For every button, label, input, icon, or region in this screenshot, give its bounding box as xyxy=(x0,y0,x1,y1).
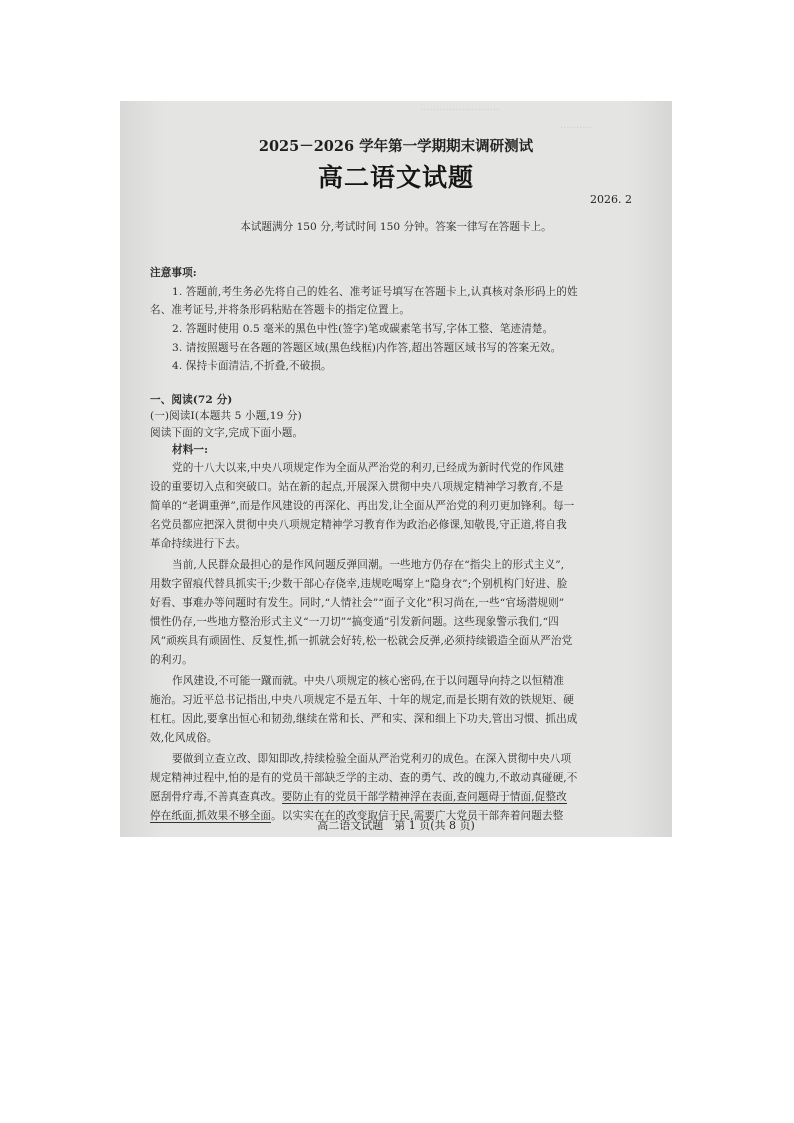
notice-line-2: 2. 答题时使用 0.5 毫米的黑色中性(签字)笔或碳素笔书写,字体工整、笔迹清楚。 xyxy=(172,323,554,335)
para3-line: 杠杠。因此,要拿出恒心和韧劲,继续在常和长、严和实、深和细上下功夫,管出习惯、抓出成 xyxy=(150,713,578,725)
para2-line: 的利刃。 xyxy=(150,654,193,666)
notice-line-3: 3. 请按照题号在各题的答题区域(黑色线框)内作答,超出答题区域书写的答案无效。 xyxy=(172,342,562,354)
para2-line: 好看、事难办等问题时有发生。同时,“人情社会”“面子文化”积习尚在,一些“官场潜规则” xyxy=(150,597,565,609)
underlined-text: 停在纸面,抓效果不够全面 xyxy=(150,810,272,822)
para1-line: 革命持续进行下去。 xyxy=(150,538,247,550)
notice-heading: 注意事项: xyxy=(150,267,197,279)
para1-line: 简单的“老调重弹”,而是作风建设的再深化、再出发,让全面从严治党的利刃更加锋利。每一 xyxy=(150,500,575,512)
show-through-text: ·········· xyxy=(560,123,592,134)
para2-line: 用数字留痕代替具抓实干;少数干部心存侥幸,违规吃喝穿上“隐身衣”;个别机构门好进、脸 xyxy=(150,578,568,590)
underlined-text: 要防止有的党员干部学精神浮在表面,查问题碍于情面,促整改 xyxy=(281,791,567,803)
section-instruction: 阅读下面的文字,完成下面小题。 xyxy=(150,427,304,439)
notice-line-1-cont: 名、准考证号,并将条形码粘贴在答题卡的指定位置上。 xyxy=(150,304,411,316)
para4-line: 规定精神过程中,怕的是有的党员干部缺乏学的主动、查的勇气、改的魄力,不敢动真碰硬,不 xyxy=(150,772,578,784)
exam-date: 2026. 2 xyxy=(590,193,632,206)
para4-text: 愿刮骨疗毒,不善真查真改。 xyxy=(150,791,282,803)
para1-line: 设的重要切入点和突破口。站在新的起点,开展深入贯彻中央八项规定精神学习教育,不是 xyxy=(150,481,564,493)
para3-line: 施治。习近平总书记指出,中央八项规定不是五年、十年的规定,而是长期有效的铁规矩、硬 xyxy=(150,694,574,706)
exam-title: 2025－2026 学年第一学期期末调研测试 xyxy=(258,138,534,155)
show-through-text: ························· xyxy=(420,105,500,116)
section-sub: (一)阅读Ⅰ(本题共 5 小题,19 分) xyxy=(150,410,302,422)
para1-line: 名党员都应把深入贯彻中央八项规定精神学习教育作为政治必修课,知敬畏,守正道,将自我 xyxy=(150,519,567,531)
para1-line: 党的十八大以来,中央八项规定作为全面从严治党的利刃,已经成为新时代党的作风建 xyxy=(172,462,564,474)
page-footer: 高二语文试题 第 1 页(共 8 页) xyxy=(317,819,475,832)
notice-line-1: 1. 答题前,考生务必先将自己的姓名、准考证号填写在答题卡上,认真核对条形码上的姓 xyxy=(172,286,578,298)
exam-paper-photo xyxy=(120,101,672,837)
para3-line: 效,化风成俗。 xyxy=(150,732,218,744)
para2-line: 风”顽疾具有顽固性、反复性,抓一抓就会好转,松一松就会反弹,必须持续锻造全面从严治党 xyxy=(150,635,573,647)
exam-intro: 本试题满分 150 分,考试时间 150 分钟。答案一律写在答题卡上。 xyxy=(240,221,552,233)
material-label: 材料一: xyxy=(172,444,209,456)
notice-line-4: 4. 保持卡面清洁,不折叠,不破损。 xyxy=(172,360,332,372)
exam-subject: 高二语文试题 xyxy=(317,163,474,192)
para3-line: 作风建设,不可能一蹴而就。中央八项规定的核心密码,在于以问题导向持之以恒精准 xyxy=(172,675,564,687)
para4-line xyxy=(150,790,640,804)
section-heading: 一、阅读(72 分) xyxy=(150,394,233,406)
para4-text: 。以实实在在的改变取信于民,需要广大党员干部奔着问题去整 xyxy=(271,810,564,822)
para2-line: 惯性仍存,一些地方整治形式主义“一刀切”“搞变通”引发新问题。这些现象警示我们,“四 xyxy=(150,616,559,628)
para2-line: 当前,人民群众最担心的是作风问题反弹回潮。一些地方仍存在“指尖上的形式主义”, xyxy=(172,559,565,571)
para4-line: 要做到立查立改、即知即改,持续检验全面从严治党利刃的成色。在深入贯彻中央八项 xyxy=(172,753,572,765)
